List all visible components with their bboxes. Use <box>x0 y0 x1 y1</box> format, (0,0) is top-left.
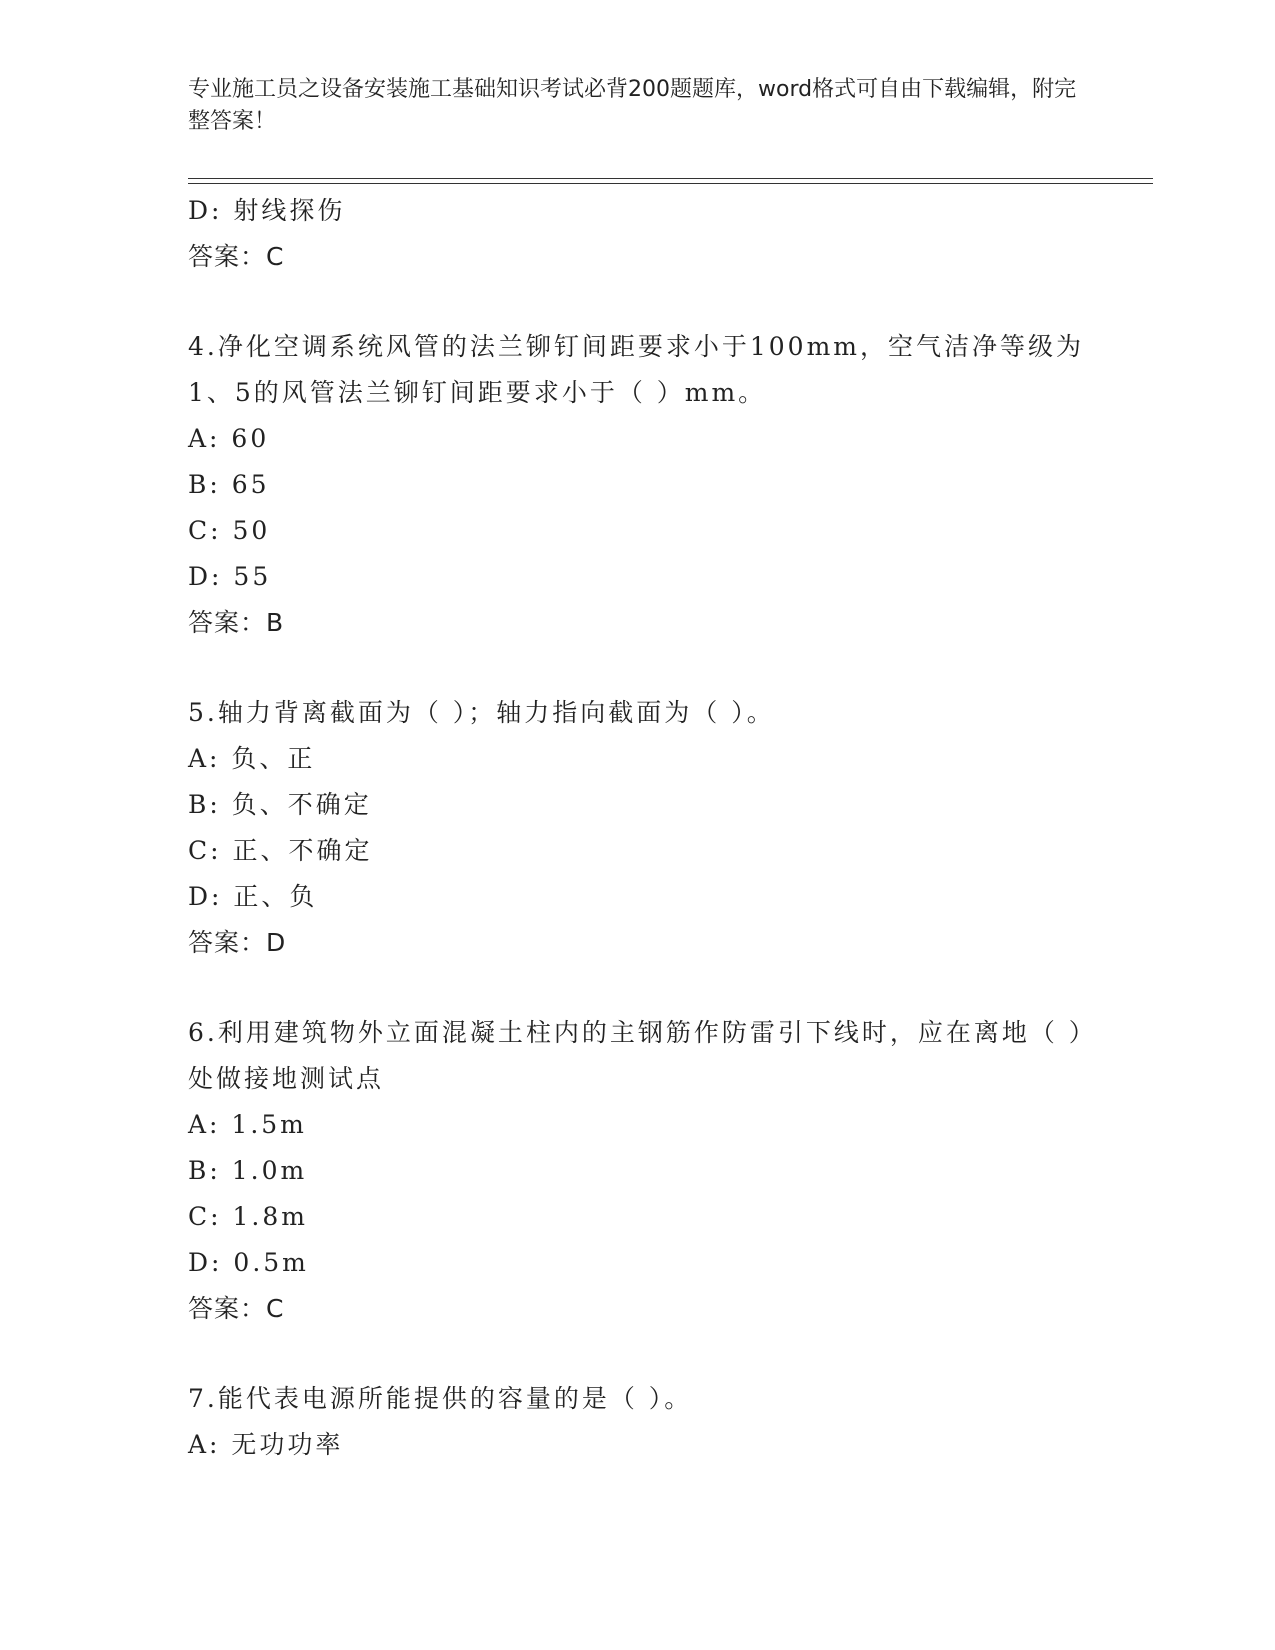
question-text: 5.轴力背离截面为（ ）；轴力指向截面为（ ）。 <box>188 698 775 727</box>
option-c: C: 正、不确定 <box>188 836 373 865</box>
option-a: A: 无功功率 <box>188 1430 344 1459</box>
question-6 <box>188 1010 1088 1332</box>
question-4 <box>188 324 1088 646</box>
option-d: D: 正、负 <box>188 882 318 911</box>
option-d: D: 射线探伤 <box>188 196 346 225</box>
option-c: C: 1.8m <box>188 1202 308 1231</box>
option-b: B: 1.0m <box>188 1156 308 1185</box>
option-a: A: 负、正 <box>188 744 316 773</box>
answer: 答案：C <box>188 242 285 271</box>
option-c: C: 50 <box>188 516 271 545</box>
option-d: D: 0.5m <box>188 1248 309 1277</box>
question-list <box>188 188 1088 1468</box>
question-7 <box>188 1376 1088 1468</box>
option-a: A: 60 <box>188 424 270 453</box>
option-a: A: 1.5m <box>188 1110 307 1139</box>
option-d: D: 55 <box>188 562 272 591</box>
header-divider <box>188 178 1153 184</box>
answer: 答案：C <box>188 1294 285 1323</box>
option-b: B: 负、不确定 <box>188 790 372 819</box>
page-header: 专业施工员之设备安装施工基础知识考试必背200题题库，word格式可自由下载编辑，附完整答案！ <box>188 77 1077 134</box>
option-b: B: 65 <box>188 470 270 499</box>
question-text: 6.利用建筑物外立面混凝土柱内的主钢筋作防雷引下线时，应在离地（ ）处做接地测试点 <box>188 1018 1085 1093</box>
answer: 答案：B <box>188 608 285 637</box>
question-3-tail <box>188 188 1088 280</box>
question-text: 4.净化空调系统风管的法兰铆钉间距要求小于100mm，空气洁净等级为1、5的风管法兰铆钉间距要求小于（ ）mm。 <box>188 332 1084 407</box>
question-text: 7.能代表电源所能提供的容量的是（ ）。 <box>188 1384 693 1413</box>
answer: 答案：D <box>188 928 287 957</box>
question-5 <box>188 690 1088 966</box>
